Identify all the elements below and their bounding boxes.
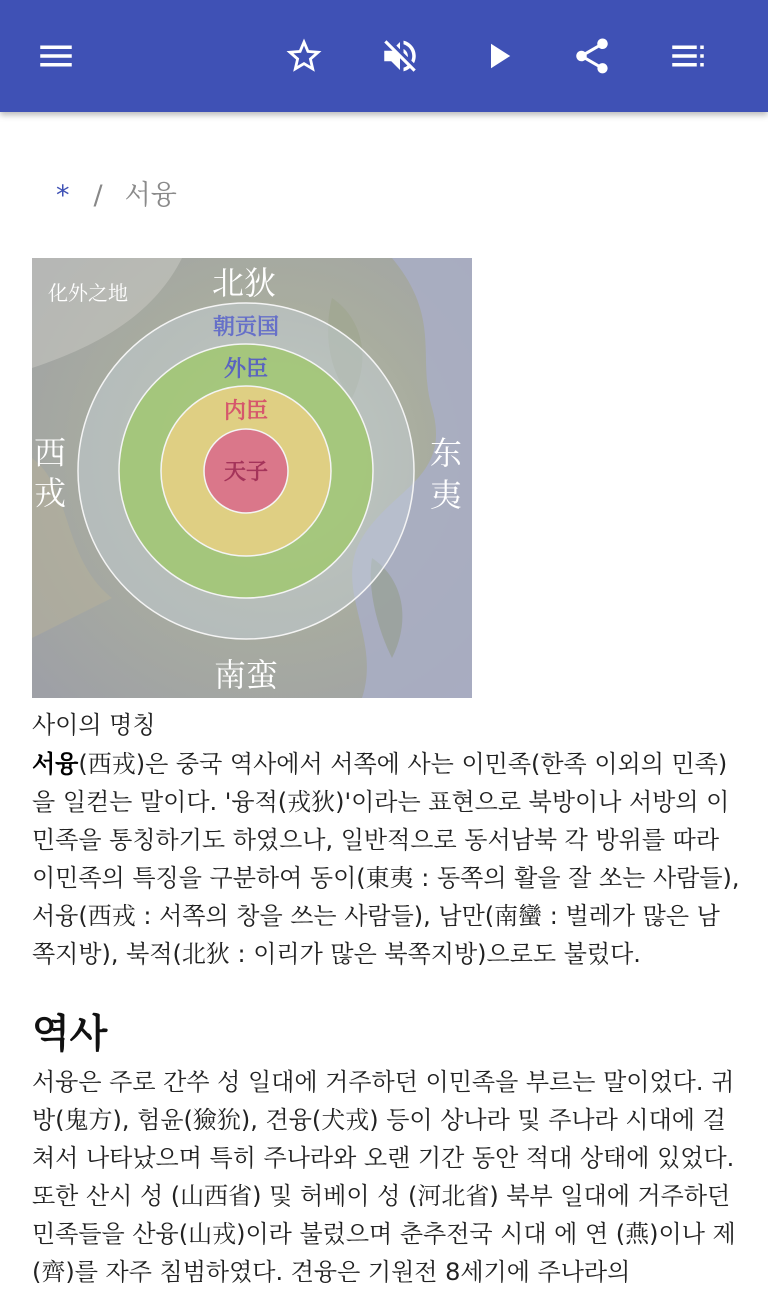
section-paragraph: 서융은 주로 간쑤 성 일대에 거주하던 이민족을 부르는 말이었다. 귀방(鬼方), 험윤(獫狁), 견융(犬戎) 등이 상나라 및 주나라 시대에 걸쳐서 나타났으며 특히 주나라와 오랜 기간 동안 적대 상태에 있었다. 또한 산시 성 (山西省) 및 허베이 성 (河北省) 북부 일대에 거주하던 민족들을 산융(山戎)이라 불렀으며 춘추전국 시대 에 연 (燕)이나 제 (齊)를 자주 침범하였다. 견융은 기원전 8세기에 주나라의 <box>32 1068 736 1286</box>
section-heading: 역사 <box>32 1012 108 1057</box>
intro-paragraph <box>32 745 742 973</box>
label-west-2: 戎 <box>33 474 67 512</box>
sinocentric-diagram <box>32 258 472 698</box>
playlist-icon[interactable] <box>660 28 716 84</box>
label-ring-inner: 内臣 <box>223 399 269 424</box>
label-east-2: 夷 <box>429 476 463 514</box>
intro-bold-term: 서융 <box>32 750 79 778</box>
intro-text: (西戎)은 중국 역사에서 서쪽에 사는 이민족(한족 이외의 민족)을 일컫는 말이다. '융적(戎狄)'이라는 표현으로 북방이나 서방의 이민족을 통칭하기도 하였으나, 일반적으로 동서남북 각 방위를 따라 이민족의 특징을 구분하여 동이(東夷 : 동쪽의 활을 잘 쏘는 사람들), 서융(西戎 : 서쪽의 창을 쓰는 사람들), 남만(南蠻 : 벌레가 많은 남쪽지방), 북적(北狄 : 이리가 많은 북쪽지방)으로도 불렀다. <box>32 750 740 968</box>
star-icon[interactable] <box>276 28 332 84</box>
share-icon[interactable] <box>564 28 620 84</box>
breadcrumb <box>56 176 177 216</box>
label-corner: 化外之地 <box>48 281 128 305</box>
article-image[interactable] <box>32 258 472 698</box>
label-ring-middle: 外臣 <box>223 357 269 382</box>
menu-icon[interactable] <box>28 28 84 84</box>
label-ring-outer: 朝贡国 <box>212 315 280 340</box>
breadcrumb-separator: / <box>93 180 103 211</box>
image-caption: 사이의 명칭 <box>32 711 156 739</box>
label-east-1: 东 <box>429 434 463 472</box>
play-icon[interactable] <box>470 28 526 84</box>
label-south: 南蛮 <box>213 656 279 694</box>
label-north: 北狄 <box>211 264 277 302</box>
label-west-1: 西 <box>33 434 67 472</box>
volume-off-icon[interactable] <box>372 28 428 84</box>
breadcrumb-current: 서융 <box>124 180 177 211</box>
label-center: 天子 <box>223 460 269 485</box>
breadcrumb-home-link[interactable]: * <box>56 180 70 211</box>
app-bar <box>0 0 768 112</box>
